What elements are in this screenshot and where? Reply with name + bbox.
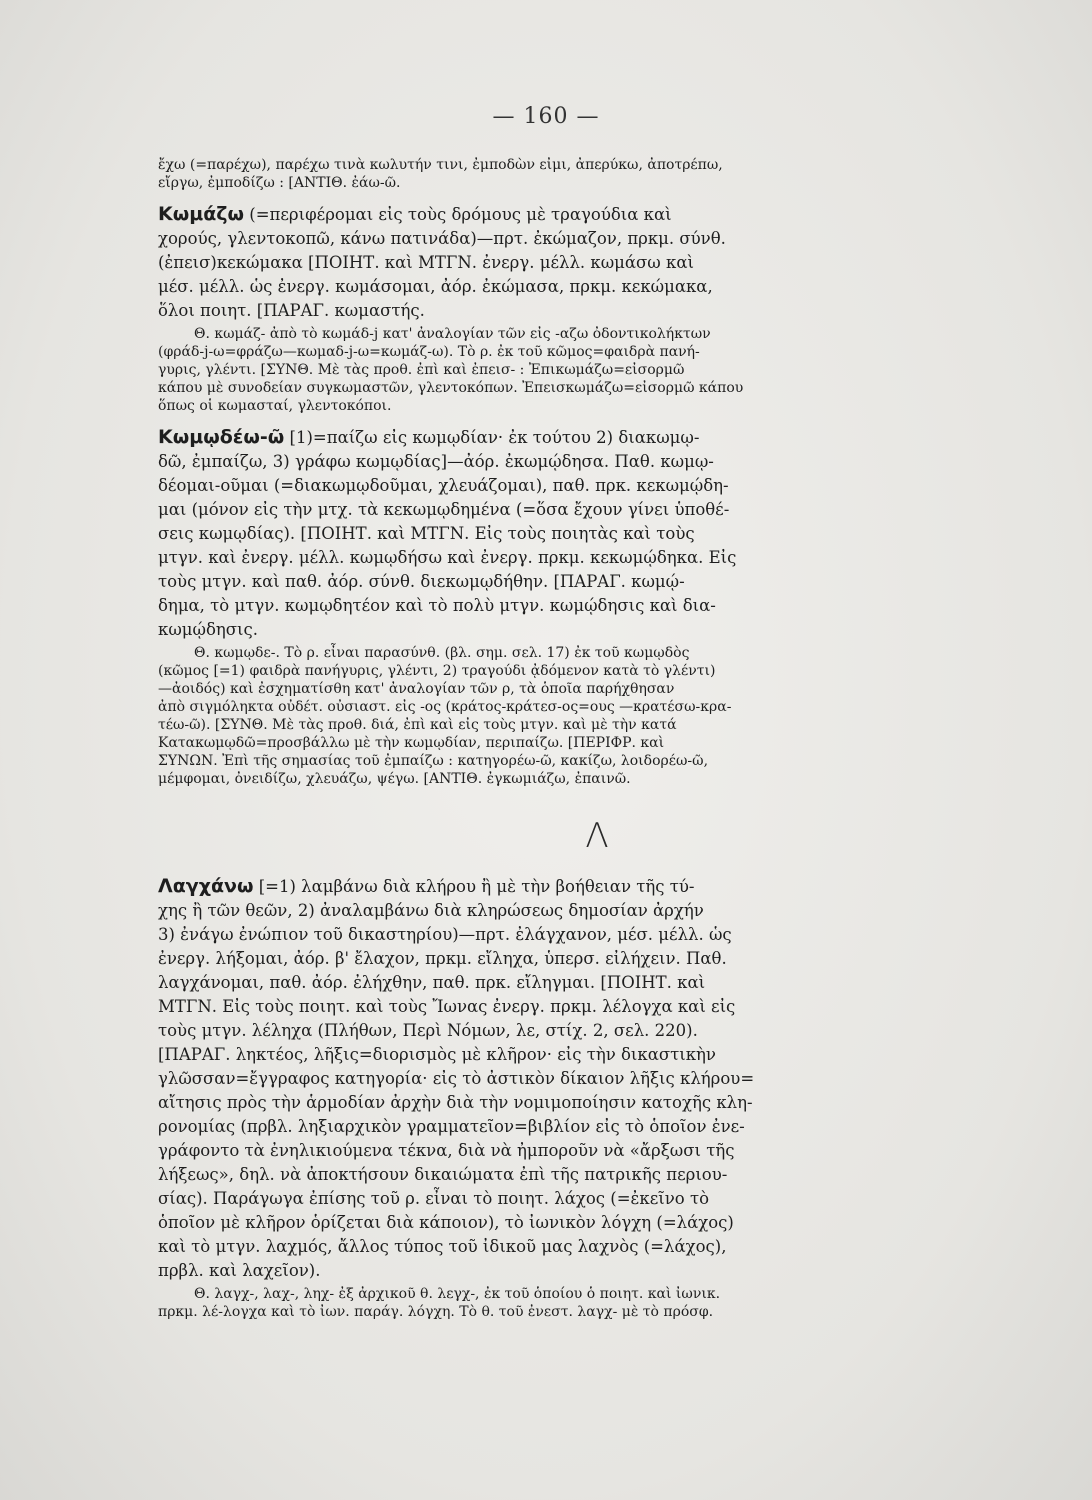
entry-line	[158, 202, 1036, 227]
etymology-line: ὅπως οἱ κωμασταί, γλεντοκόποι.	[158, 398, 392, 414]
entry-line: μαι (μόνον εἰς τὴν μτχ. τὰ κεκωμῳδημένα (=ὅσα ἔχουν γίνει ὑποθέ-	[158, 500, 730, 519]
etymology-line: ἀπὸ σιγμόληκτα οὐδέτ. οὐσιαστ. εἰς -ος (κράτος-κράτεσ-ος=ους —κρατέσω-κρα-	[158, 699, 732, 715]
entry-line: λαγχάνομαι, παθ. ἀόρ. ἐλήχθην, παθ. πρκ. εἴληγμαι. [ΠΟΙΗΤ. καὶ	[158, 973, 706, 992]
entry-line: [ΠΑΡΑΓ. ληκτέος, λῆξις=διορισμὸς μὲ κλῆρον· εἰς τὴν δικαστικὴν	[158, 1045, 716, 1064]
entry-lanchano	[158, 874, 1036, 1321]
entry-line: ΜΤΓΝ. Εἰς τοὺς ποιητ. καὶ τοὺς Ἴωνας ἐνεργ. πρκμ. λέλογχα καὶ εἰς	[158, 997, 736, 1016]
entry-komodeo	[158, 425, 1036, 788]
dictionary-text	[158, 156, 1036, 1321]
entry-line: δημα, τὸ μτγν. κωμῳδητέον καὶ τὸ πολὺ μτγν. κωμῴδησις καὶ δια-	[158, 596, 716, 615]
etymology-line: Θ. λαγχ-, λαχ-, ληχ- ἐξ ἀρχικοῦ θ. λεγχ-, ἐκ τοῦ ὁποίου ὁ ποιητ. καὶ ἰωνικ.	[194, 1286, 721, 1302]
etymology-line: Θ. κωμάζ- ἀπὸ τὸ κωμάδ-j κατ' ἀναλογίαν τῶν εἰς -αζω ὀδοντικολήκτων	[194, 326, 711, 342]
entry-line: μτγν. καὶ ἐνεργ. μέλλ. κωμῳδήσω καὶ ἐνεργ. πρκμ. κεκωμῴδηκα. Εἰς	[158, 548, 737, 567]
entry-line: τοὺς μτγν. λέληχα (Πλήθων, Περὶ Νόμων, λε, στίχ. 2, σελ. 220).	[158, 1021, 698, 1040]
etymology-line: κάπου μὲ συνοδείαν συγκωμαστῶν, γλεντοκόπων. Ἐπεισκωμάζω=εἰσορμῶ κάπου	[158, 380, 744, 396]
entry-line: γράφοντο τὰ ἐνηλικιούμενα τέκνα, διὰ νὰ ἠμποροῦν νὰ «ἄρξωσι τῆς	[158, 1141, 735, 1160]
entry-text: (=περιφέρομαι εἰς τοὺς δρόμους μὲ τραγούδια καὶ	[249, 205, 672, 224]
entry-line: ὁποῖον μὲ κλῆρον ὁρίζεται διὰ κάποιον), τὸ ἰωνικὸν λόγχη (=λάχος)	[158, 1213, 734, 1232]
etymology-line: Κατακωμῳδῶ=προσβάλλω μὲ τὴν κωμῳδίαν, περιπαίζω. [ΠΕΡΙΦΡ. καὶ	[158, 735, 665, 751]
entry-line: σεις κωμῳδίας). [ΠΟΙΗΤ. καὶ ΜΤΓΝ. Εἰς τοὺς ποιητὰς καὶ τοὺς	[158, 524, 695, 543]
entry-line: αἴτησις πρὸς τὴν ἁρμοδίαν ἀρχὴν διὰ τὴν νομιμοποίησιν κατοχῆς κλη-	[158, 1093, 753, 1112]
section-letter: Λ	[585, 816, 609, 856]
etymology-line: —ἀοιδός) καὶ ἐσχηματίσθη κατ' ἀναλογίαν τῶν ρ, τὰ ὁποῖα παρήχθησαν	[158, 681, 675, 697]
entry-line: δέομαι-οῦμαι (=διακωμῳδοῦμαι, χλευάζομαι), παθ. πρκ. κεκωμῴδη-	[158, 476, 729, 495]
entry-line: δῶ, ἐμπαίζω, 3) γράφω κωμῳδίας]—ἀόρ. ἐκωμῴδησα. Παθ. κωμῳ-	[158, 452, 714, 471]
etymology-line: μέμφομαι, ὀνειδίζω, χλευάζω, ψέγω. [ΑΝΤΙΘ. ἐγκωμιάζω, ἐπαινῶ.	[158, 771, 631, 787]
entry-line: ὅλοι ποιητ. [ΠΑΡΑΓ. κωμαστής.	[158, 301, 425, 320]
headword: Κωμῳδέω-ῶ	[158, 426, 285, 448]
entry-line: γλῶσσαν=ἔγγραφος κατηγορία· εἰς τὸ ἀστικὸν δίκαιον λῆξις κλήρου=	[158, 1069, 755, 1088]
etymology-line: Θ. κωμῳδε-. Τὸ ρ. εἶναι παρασύνθ. (βλ. σημ. σελ. 17) ἐκ τοῦ κωμῳδὸς	[194, 645, 690, 661]
etymology-line: ΣΥΝΩΝ. Ἐπὶ τῆς σημασίας τοῦ ἐμπαίζω : κατηγορέω-ῶ, κακίζω, λοιδορέω-ῶ,	[158, 753, 709, 769]
entry-line: χης ἢ τῶν θεῶν, 2) ἀναλαμβάνω διὰ κληρώσεως δημοσίαν ἀρχήν	[158, 901, 704, 920]
etymology-line: τέω-ῶ). [ΣΥΝΘ. Μὲ τὰς προθ. διά, ἐπὶ καὶ εἰς τοὺς μτγν. καὶ μὲ τὴν κατά	[158, 717, 677, 733]
entry-line: μέσ. μέλλ. ὡς ἐνεργ. κωμάσομαι, ἀόρ. ἐκώμασα, πρκμ. κεκώμακα,	[158, 277, 713, 296]
entry-line: 3) ἐνάγω ἐνώπιον τοῦ δικαστηρίου)—πρτ. ἐλάγχανον, μέσ. μέλλ. ὡς	[158, 925, 732, 944]
entry-line: λήξεως», δηλ. νὰ ἀποκτήσουν δικαιώματα ἐπὶ τῆς πατρικῆς περιου-	[158, 1165, 728, 1184]
text-line: ἔχω (=παρέχω), παρέχω τινὰ κωλυτήν τινι, ἐμποδὼν εἰμι, ἀπερύκω, ἀποτρέπω,	[158, 157, 723, 173]
etymology-line: γυρις, γλέντι. [ΣΥΝΘ. Μὲ τὰς προθ. ἐπὶ καὶ ἐπεισ- : Ἐπικωμάζω=εἰσορμῶ	[158, 362, 685, 378]
entry-komazo	[158, 202, 1036, 415]
continuation-block	[158, 156, 1036, 192]
entry-text: [1)=παίζω εἰς κωμῳδίαν· ἐκ τούτου 2) διακωμῳ-	[289, 428, 700, 447]
entry-line	[158, 425, 1036, 450]
entry-line: ρονομίας (πρβλ. ληξιαρχικὸν γραμματεῖον=βιβλίον εἰς τὸ ὁποῖον ἐνε-	[158, 1117, 745, 1136]
entry-line	[158, 874, 1036, 899]
entry-text: [=1) λαμβάνω διὰ κλήρου ἢ μὲ τὴν βοήθειαν τῆς τύ-	[258, 877, 695, 896]
entry-line: ἐνεργ. λήξομαι, ἀόρ. β' ἔλαχον, πρκμ. εἴληχα, ὑπερσ. εἰλήχειν. Παθ.	[158, 949, 727, 968]
entry-line: καὶ τὸ μτγν. λαχμός, ἄλλος τύπος τοῦ ἰδικοῦ μας λαχνὸς (=λάχος),	[158, 1237, 727, 1256]
etymology-line: (φράδ-j-ω=φράζω—κωμαδ-j-ω=κωμάζ-ω). Τὸ ρ. ἐκ τοῦ κῶμος=φαιδρὰ πανή-	[158, 344, 700, 360]
headword: Κωμάζω	[158, 203, 245, 225]
page-number: — 160 —	[492, 104, 600, 129]
entry-line: (ἐπεισ)κεκώμακα [ΠΟΙΗΤ. καὶ ΜΤΓΝ. ἐνεργ. μέλλ. κωμάσω καὶ	[158, 253, 694, 272]
entry-line: πρβλ. καὶ λαχεῖον).	[158, 1261, 321, 1280]
etymology-line: (κῶμος [=1) φαιδρὰ πανήγυρις, γλέντι, 2) τραγούδι ᾀδόμενον κατὰ τὸ γλέντι)	[158, 663, 716, 679]
etymology-line: πρκμ. λέ-λογχα καὶ τὸ ἰων. παράγ. λόγχη. Τὸ θ. τοῦ ἐνεστ. λαγχ- μὲ τὸ πρόσφ.	[158, 1304, 714, 1320]
entry-line: σίας). Παράγωγα ἐπίσης τοῦ ρ. εἶναι τὸ ποιητ. λάχος (=ἐκεῖνο τὸ	[158, 1189, 710, 1208]
headword: Λαγχάνω	[158, 875, 254, 897]
entry-line: χορούς, γλεντοκοπῶ, κάνω πατινάδα)—πρτ. ἐκώμαζον, πρκμ. σύνθ.	[158, 229, 726, 248]
text-line: εἴργω, ἐμποδίζω : [ΑΝΤΙΘ. ἐάω-ῶ.	[158, 175, 401, 191]
entry-line: κωμῴδησις.	[158, 620, 258, 639]
entry-line: τοὺς μτγν. καὶ παθ. ἀόρ. σύνθ. διεκωμῳδήθην. [ΠΑΡΑΓ. κωμῴ-	[158, 572, 685, 591]
